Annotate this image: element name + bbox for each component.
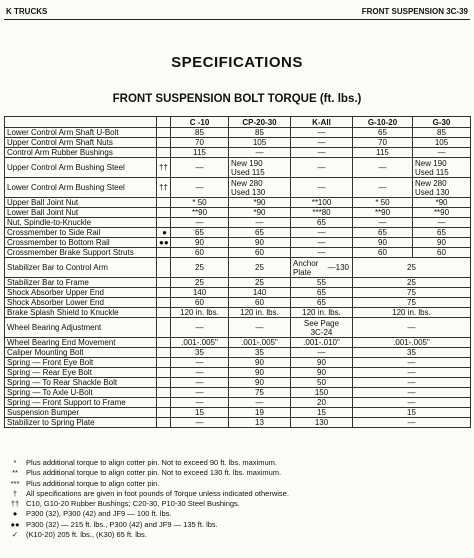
footnote-symbol: †† <box>10 499 20 509</box>
cell-k-all: 65 <box>291 298 353 308</box>
column-header: C -10 <box>171 117 229 128</box>
row-label: Stabilizer Bar to Control Arm <box>5 258 157 278</box>
cell-k-all: 65 <box>291 218 353 228</box>
cell-line: New 190 <box>231 158 263 168</box>
footnote-text: Plus additional torque to align cotter pin. <box>26 478 160 488</box>
cell-c10: — <box>171 388 229 398</box>
row-label: Lower Ball Joint Nut <box>5 208 157 218</box>
row-mark <box>157 288 171 298</box>
footnote-text: Plus additional torque to align cotter pin. Not to exceed 130 ft. lbs. maximum. <box>26 468 282 478</box>
table-row <box>5 338 471 348</box>
cell-c10: 60 <box>171 298 229 308</box>
cell-line: New 280 <box>415 178 447 188</box>
page-title: SPECIFICATIONS <box>171 54 303 71</box>
cell-g-all: 120 in. lbs. <box>353 308 471 318</box>
row-label: Upper Control Arm Shaft Nuts <box>5 138 157 148</box>
cell-g30: 60 <box>413 248 471 258</box>
cell-c10: — <box>171 378 229 388</box>
row-label: Upper Ball Joint Nut <box>5 198 157 208</box>
cell-g10-20: — <box>353 218 413 228</box>
cell-line: New 280 <box>231 178 263 188</box>
cell-g30: 105 <box>413 138 471 148</box>
column-header: K-All <box>291 117 353 128</box>
row-mark <box>157 198 171 208</box>
cell-cp20-30: 25 <box>229 278 291 288</box>
header-section-label: K TRUCKS <box>6 7 48 16</box>
cell-k-all: — <box>291 128 353 138</box>
row-mark <box>157 418 171 428</box>
row-mark <box>157 248 171 258</box>
footnote-text: C10, G10-20 Rubber Bushings; C20-30, P10-30 Steel Bushings. <box>26 499 240 509</box>
table-row <box>5 418 471 428</box>
table-title: FRONT SUSPENSION BOLT TORQUE (ft. lbs.) <box>112 93 362 105</box>
row-label: Shock Absorber Upper End <box>5 288 157 298</box>
cell-cp20-30: 90 <box>229 368 291 378</box>
footnote-text: All specifications are given in foot pounds of Torque unless indicated otherwise. <box>26 488 289 498</box>
cell-g10-20: 60 <box>353 248 413 258</box>
table-row <box>5 378 471 388</box>
cell-k-all: 90 <box>291 358 353 368</box>
row-label: Stabilizer to Spring Plate <box>5 418 157 428</box>
table-row <box>5 248 471 258</box>
table-row <box>5 158 471 178</box>
row-mark <box>157 128 171 138</box>
row-mark <box>157 348 171 358</box>
cell-g10-20: 65 <box>353 128 413 138</box>
table-header-row <box>5 117 471 128</box>
cell-g10-20: 90 <box>353 238 413 248</box>
cell-cp20-30 <box>229 158 291 178</box>
footnote <box>4 499 470 509</box>
row-mark: †† <box>157 158 171 178</box>
cell-g30: 90 <box>413 238 471 248</box>
cell-g10-20: — <box>353 178 413 198</box>
cell-c10: 25 <box>171 278 229 288</box>
cell-g30: 85 <box>413 128 471 138</box>
cell-c10: 60 <box>171 248 229 258</box>
table-row <box>5 238 471 248</box>
cell-k-all: — <box>291 148 353 158</box>
row-label: Brake Splash Shield to Knuckle <box>5 308 157 318</box>
row-mark: †† <box>157 178 171 198</box>
cell-line: Plate <box>293 267 312 277</box>
cell-cp20-30: 90 <box>229 378 291 388</box>
cell-k-all: ***80 <box>291 208 353 218</box>
cell-cp20-30: 60 <box>229 248 291 258</box>
cell-cp20-30: .001-.005" <box>229 338 291 348</box>
table-row <box>5 388 471 398</box>
cell-g30: *90 <box>413 198 471 208</box>
footnote-symbol: ** <box>12 468 18 478</box>
table-row <box>5 398 471 408</box>
cell-k-all: 50 <box>291 378 353 388</box>
cell-g-all: — <box>353 398 471 408</box>
cell-g30: **90 <box>413 208 471 218</box>
row-mark <box>157 258 171 278</box>
cell-k-all: 20 <box>291 398 353 408</box>
cell-cp20-30: — <box>229 318 291 338</box>
cell-g-all: 75 <box>353 298 471 308</box>
cell-g10-20: * 50 <box>353 198 413 208</box>
cell-c10: 140 <box>171 288 229 298</box>
cell-cp20-30: 75 <box>229 388 291 398</box>
cell-g-all: .001-.005" <box>353 338 471 348</box>
table-row <box>5 298 471 308</box>
cell-c10: — <box>171 178 229 198</box>
anchor-plate-value: —130 <box>327 263 349 272</box>
table-row <box>5 208 471 218</box>
table-row <box>5 258 471 278</box>
cell-line: Used 130 <box>231 187 266 197</box>
header-page-label: FRONT SUSPENSION 3C-39 <box>361 7 468 16</box>
column-header: CP-20-30 <box>229 117 291 128</box>
cell-g-all: 25 <box>353 258 471 278</box>
row-mark <box>157 388 171 398</box>
row-mark <box>157 378 171 388</box>
row-label: Spring — Rear Eye Bolt <box>5 368 157 378</box>
cell-k-all: **100 <box>291 198 353 208</box>
footnote-symbol: † <box>12 488 18 498</box>
row-label: Crossmember to Bottom Rail <box>5 238 157 248</box>
cell-k-all: — <box>291 178 353 198</box>
cell-k-all: — <box>291 138 353 148</box>
cell-g-all: — <box>353 388 471 398</box>
row-mark <box>157 218 171 228</box>
cell-g10-20: 115 <box>353 148 413 158</box>
footnote <box>4 520 470 530</box>
column-header: G-30 <box>413 117 471 128</box>
cell-c10: 25 <box>171 258 229 278</box>
cell-g-all: — <box>353 358 471 368</box>
table-row <box>5 358 471 368</box>
footnote-text: Plus additional torque to align cotter pin. Not to exceed 90 ft. lbs. maximum. <box>26 458 277 467</box>
footnote-symbol: *** <box>10 478 20 488</box>
table-row <box>5 218 471 228</box>
footnote <box>4 489 470 499</box>
cell-cp20-30: 19 <box>229 408 291 418</box>
cell-g10-20: **90 <box>353 208 413 218</box>
row-label: Control Arm Rubber Bushings <box>5 148 157 158</box>
cell-k-all: — <box>291 248 353 258</box>
cell-c10: **90 <box>171 208 229 218</box>
row-mark <box>157 298 171 308</box>
cell-g-all: 35 <box>353 348 471 358</box>
table-row <box>5 408 471 418</box>
cell-c10: 65 <box>171 228 229 238</box>
footnote <box>4 458 470 468</box>
cell-g30 <box>413 178 471 198</box>
row-mark <box>157 368 171 378</box>
table-row <box>5 198 471 208</box>
row-label: Spring — To Rear Shackle Bolt <box>5 378 157 388</box>
cell-g-all: — <box>353 418 471 428</box>
cell-cp20-30: *90 <box>229 198 291 208</box>
row-label: Suspension Bumper <box>5 408 157 418</box>
footnote <box>4 479 470 489</box>
cell-cp20-30: — <box>229 218 291 228</box>
table-row <box>5 148 471 158</box>
cell-c10: — <box>171 318 229 338</box>
cell-k-all: .001-.010" <box>291 338 353 348</box>
footnote <box>4 468 470 478</box>
cell-c10: * 50 <box>171 198 229 208</box>
cell-c10: 120 in. lbs. <box>171 308 229 318</box>
cell-k-all: 150 <box>291 388 353 398</box>
cell-cp20-30: 120 in. lbs. <box>229 308 291 318</box>
row-mark <box>157 278 171 288</box>
table-row <box>5 228 471 238</box>
cell-line: New 190 <box>415 158 447 168</box>
cell-line: Anchor <box>293 258 319 268</box>
cell-c10: 35 <box>171 348 229 358</box>
cell-c10: 15 <box>171 408 229 418</box>
row-mark <box>157 208 171 218</box>
cell-cp20-30: — <box>229 398 291 408</box>
cell-c10: 90 <box>171 238 229 248</box>
row-mark <box>157 338 171 348</box>
row-label: Caliper Mounting Bolt <box>5 348 157 358</box>
footnotes <box>4 458 470 540</box>
row-mark <box>157 148 171 158</box>
cell-cp20-30: *90 <box>229 208 291 218</box>
cell-g10-20: 70 <box>353 138 413 148</box>
cell-line: 3C-24 <box>310 327 333 337</box>
table-row <box>5 348 471 358</box>
row-mark <box>157 138 171 148</box>
cell-cp20-30: 65 <box>229 228 291 238</box>
row-mark: ●● <box>157 238 171 248</box>
cell-cp20-30: 35 <box>229 348 291 358</box>
page-header <box>4 4 470 18</box>
row-label: Stabilizer Bar to Frame <box>5 278 157 288</box>
cell-k-all: 120 in. lbs. <box>291 308 353 318</box>
cell-k-all <box>291 318 353 338</box>
cell-g-all: 75 <box>353 288 471 298</box>
column-header: G-10-20 <box>353 117 413 128</box>
cell-k-all: 65 <box>291 288 353 298</box>
cell-g10-20: — <box>353 158 413 178</box>
cell-c10: 115 <box>171 148 229 158</box>
cell-k-all: 55 <box>291 278 353 288</box>
cell-k-all: — <box>291 238 353 248</box>
cell-line: Used 115 <box>231 167 265 177</box>
table-row <box>5 308 471 318</box>
footnote <box>4 509 470 519</box>
row-label: Lower Control Arm Bushing Steel <box>5 178 157 198</box>
cell-cp20-30: 13 <box>229 418 291 428</box>
cell-g30: — <box>413 218 471 228</box>
row-label: Crossmember Brake Support Struts <box>5 248 157 258</box>
cell-k-all: — <box>291 228 353 238</box>
table-row <box>5 288 471 298</box>
row-label: Spring — Front Eye Bolt <box>5 358 157 368</box>
cell-g30: 65 <box>413 228 471 238</box>
row-label: Shock Absorber Lower End <box>5 298 157 308</box>
row-label: Crossmember to Side Rail <box>5 228 157 238</box>
row-label: Nut, Spindle-to-Knuckle <box>5 218 157 228</box>
row-label: Spring — To Axle U-Bolt <box>5 388 157 398</box>
footnote-symbol: ✓ <box>11 530 19 540</box>
row-mark <box>157 358 171 368</box>
cell-k-all: — <box>291 348 353 358</box>
cell-k-all: 15 <box>291 408 353 418</box>
cell-g-all: — <box>353 318 471 338</box>
row-mark <box>157 308 171 318</box>
header-divider <box>4 19 470 20</box>
cell-k-all <box>291 258 353 278</box>
column-header <box>5 117 157 128</box>
torque-spec-table <box>4 116 471 428</box>
row-label: Upper Control Arm Bushing Steel <box>5 158 157 178</box>
cell-cp20-30 <box>229 178 291 198</box>
cell-g30 <box>413 158 471 178</box>
row-label: Spring — Front Support to Frame <box>5 398 157 408</box>
cell-c10: — <box>171 398 229 408</box>
cell-c10: — <box>171 418 229 428</box>
table-row <box>5 128 471 138</box>
cell-line: Used 115 <box>415 167 449 177</box>
cell-g-all: 15 <box>353 408 471 418</box>
cell-cp20-30: 105 <box>229 138 291 148</box>
cell-cp20-30: 90 <box>229 238 291 248</box>
row-label: Wheel Bearing Adjustment <box>5 318 157 338</box>
cell-cp20-30: — <box>229 148 291 158</box>
table-row <box>5 138 471 148</box>
row-mark <box>157 408 171 418</box>
cell-k-all: — <box>291 158 353 178</box>
cell-g-all: — <box>353 368 471 378</box>
row-mark <box>157 398 171 408</box>
table-row <box>5 318 471 338</box>
table-row <box>5 278 471 288</box>
row-mark: ● <box>157 228 171 238</box>
cell-cp20-30: 140 <box>229 288 291 298</box>
cell-cp20-30: 90 <box>229 358 291 368</box>
table-row <box>5 368 471 378</box>
cell-line: Used 130 <box>415 187 450 197</box>
cell-cp20-30: 60 <box>229 298 291 308</box>
cell-c10: — <box>171 358 229 368</box>
cell-c10: .001-.005" <box>171 338 229 348</box>
cell-k-all: 130 <box>291 418 353 428</box>
row-label: Lower Control Arm Shaft U-Bolt <box>5 128 157 138</box>
column-header <box>157 117 171 128</box>
cell-cp20-30: 85 <box>229 128 291 138</box>
cell-c10: 70 <box>171 138 229 148</box>
footnote <box>4 530 470 540</box>
cell-g30: — <box>413 148 471 158</box>
footnote-symbol: * <box>13 458 17 467</box>
cell-c10: — <box>171 218 229 228</box>
cell-g-all: — <box>353 378 471 388</box>
row-label: Wheel Bearing End Movement <box>5 338 157 348</box>
table-row <box>5 178 471 198</box>
cell-k-all: 90 <box>291 368 353 378</box>
cell-cp20-30: 25 <box>229 258 291 278</box>
footnote-symbol: ●● <box>10 519 20 529</box>
cell-g10-20: 65 <box>353 228 413 238</box>
cell-g-all: 25 <box>353 278 471 288</box>
footnote-text: P300 (32), P300 (42) and JF9 — 100 ft. lbs. <box>26 509 172 519</box>
cell-c10: — <box>171 368 229 378</box>
footnote-text: P300 (32) — 215 ft. lbs., P300 (42) and JF9 — 135 ft. lbs. <box>26 519 218 529</box>
footnote-symbol: ● <box>12 509 18 519</box>
row-mark <box>157 318 171 338</box>
footnote-text: (K10-20) 205 ft. lbs., (K30) 65 ft. lbs. <box>26 530 147 540</box>
cell-line: See Page <box>303 318 340 328</box>
cell-c10: — <box>171 158 229 178</box>
cell-c10: 85 <box>171 128 229 138</box>
